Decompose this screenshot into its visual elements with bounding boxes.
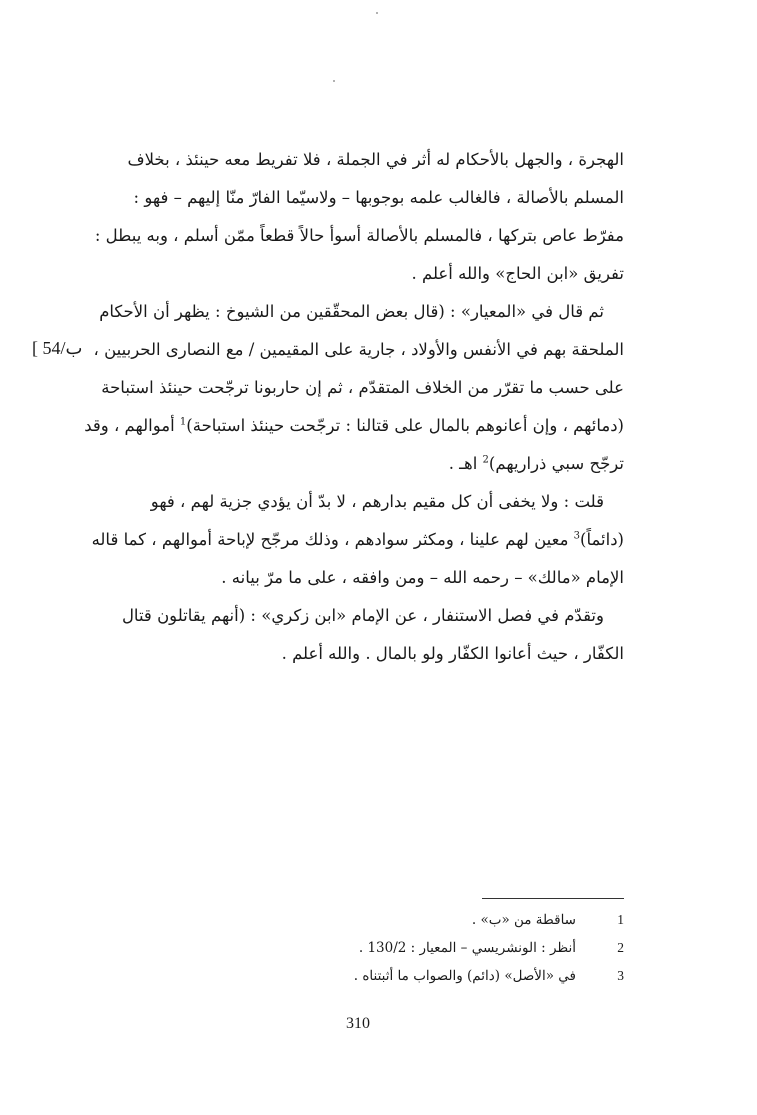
page-number: 310 [346, 1015, 370, 1032]
text-line: على حسب ما تقرّر من الخلاف المتقدّم ، ثم إن حاربونا ترجّحت حينئذ استباحة [101, 378, 624, 397]
footnote [300, 962, 624, 990]
footnote-text: أنظر : الونشريسي – المعيار : 130/2 . [358, 940, 576, 956]
text-line: مفرّط عاص بتركها ، فالمسلم بالأصالة أسوأ حالاً قطعاً ممّن أسلم ، وبه يبطل : [94, 226, 624, 245]
text-line [84, 407, 624, 445]
footnote-ref: 1 [179, 416, 187, 428]
scan-speck [376, 12, 378, 14]
line-text: (دمائهم ، وإن أعانوهم بالمال على قتالنا : ترجّحت حينئذ استباحة) [186, 416, 624, 435]
paragraph [84, 293, 624, 483]
footnote-ref: 2 [482, 454, 489, 466]
footnote-number: 2 [617, 940, 624, 955]
footnote-number: 1 [617, 912, 624, 927]
footnote-text: ساقطة من «ب» . [471, 912, 576, 928]
text-line: الكفّار ، حيث أعانوا الكفّار ولو بالمال . والله أعلم . [281, 644, 624, 663]
text-line: تفريق «ابن الحاج» والله أعلم . [411, 264, 624, 283]
manuscript-folio-marker: [ 54/ب [32, 338, 83, 358]
line-text: (دائماً) [580, 530, 624, 549]
line-text: أموالهم ، وقد [84, 416, 180, 435]
text-line: قلت : ولا يخفى أن كل مقيم بدارهم ، لا بدّ أن يؤدي جزية لهم ، فهو [150, 492, 604, 511]
text-line: ثم قال في «المعيار» : (قال بعض المحقّقين من الشيوخ : يظهر أن الأحكام [99, 302, 604, 321]
footnote-text: في «الأصل» (دائم) والصواب ما أثبتناه . [353, 968, 576, 984]
text-line: المسلم بالأصالة ، فالغالب علمه بوجوبها – ولاسيّما الفارّ منّا إليهم – فهو : [133, 188, 624, 207]
paragraph [91, 483, 624, 597]
paragraph [94, 141, 624, 293]
text-line: الهجرة ، والجهل بالأحكام له أثر في الجملة ، فلا تفريط معه حينئذ ، بخلاف [127, 150, 624, 169]
footnote-separator [482, 898, 624, 899]
text-line: الملحقة بهم في الأنفس والأولاد ، جارية على المقيمين / مع النصارى الحربيين ، [93, 340, 624, 359]
line-text: ترجّح سبي ذراريهم) [488, 454, 624, 473]
text-line [91, 521, 624, 559]
footnote-number: 3 [617, 968, 624, 983]
line-text: معين لهم علينا ، ومكثر سوادهم ، وذلك مرجّح لإباحة أموالهم ، كما قاله [91, 530, 574, 549]
footnotes [300, 906, 624, 990]
footnote-ref: 3 [573, 530, 581, 542]
footnote [300, 934, 624, 962]
text-line [118, 445, 624, 483]
footnote [300, 906, 624, 934]
main-text [84, 141, 624, 673]
line-text: اهـ . [448, 454, 483, 473]
scan-speck [333, 80, 335, 82]
paragraph [118, 597, 624, 673]
text-line: الإمام «مالك» – رحمه الله – ومن وافقه ، على ما مرّ بيانه . [221, 568, 624, 587]
text-line: وتقدّم في فصل الاستنفار ، عن الإمام «ابن زكري» : (أنهم يقاتلون قتال [121, 606, 604, 625]
